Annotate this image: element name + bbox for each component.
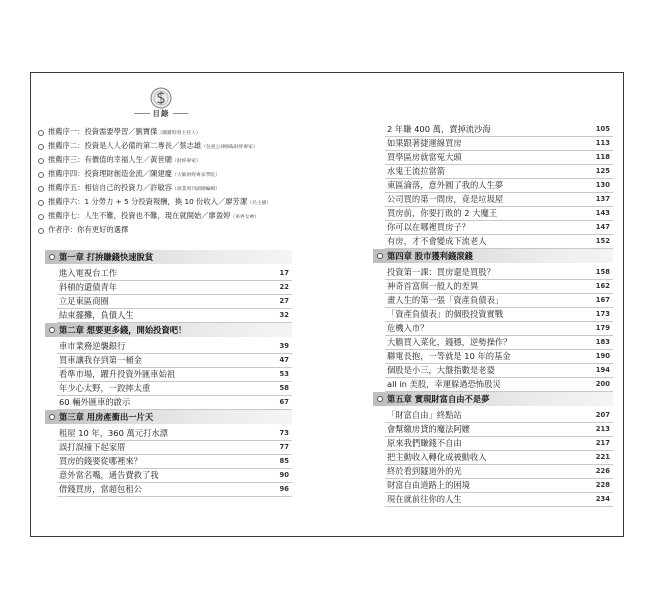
toc-entry-title: 斜槓的還債青年 bbox=[59, 282, 118, 292]
toc-entry-page: 130 bbox=[595, 181, 610, 189]
toc-entry-title: 投資第一課：買房還是買股？ bbox=[387, 267, 495, 277]
toc-entry-page: 118 bbox=[595, 153, 610, 161]
toc-entry-title: 大膽買入菜化，錢穩，逆勢操作？ bbox=[387, 337, 512, 347]
toc-entry-title: 車市業務逆襲銀行 bbox=[59, 341, 126, 351]
preface-title: 作者序：你有更好的選擇 bbox=[48, 225, 129, 234]
toc-entry-title: 60 輛外匯車的啟示 bbox=[59, 397, 131, 407]
chapter-title: 第五章 實現財富自由不是夢 bbox=[387, 394, 490, 404]
chapter-entries bbox=[45, 340, 292, 410]
chapter-title: 第二章 想要更多錢，開始投資吧！ bbox=[59, 325, 187, 335]
title-rule-right bbox=[173, 113, 189, 114]
toc-entry-title: 租屋 10 年，360 萬元打水漂 bbox=[59, 428, 168, 438]
toc-entry-title: 買學區房就當冤大頭 bbox=[387, 152, 462, 162]
chapter-section bbox=[38, 410, 292, 497]
toc-entry-page: 190 bbox=[595, 352, 610, 360]
circle-bullet-icon bbox=[38, 158, 44, 164]
circle-bullet-icon bbox=[38, 200, 44, 206]
toc-title-block bbox=[134, 108, 188, 119]
toc-entry[interactable] bbox=[385, 207, 613, 221]
preface-entry[interactable] bbox=[38, 153, 292, 167]
toc-entry-page: 47 bbox=[279, 356, 289, 364]
toc-entry-title: 「財富自由」終點站 bbox=[387, 410, 462, 420]
toc-entry-title: 買房前，你要打敗的 2 大魔王 bbox=[387, 208, 498, 218]
title-rule-left bbox=[134, 113, 150, 114]
toc-entry[interactable] bbox=[385, 451, 613, 465]
chapter-section bbox=[373, 249, 613, 392]
toc-entry-page: 173 bbox=[595, 310, 610, 318]
toc-entry[interactable] bbox=[385, 409, 613, 423]
toc-entry[interactable] bbox=[385, 423, 613, 437]
toc-entry-title: 原來我們賺錢不自由 bbox=[387, 438, 462, 448]
toc-entry[interactable] bbox=[57, 382, 292, 396]
toc-entry[interactable] bbox=[385, 350, 613, 364]
toc-entry-page: 32 bbox=[279, 311, 289, 319]
toc-entry-title: all in 美股，幸運躲過恐怖股災 bbox=[387, 379, 501, 389]
toc-entry[interactable] bbox=[385, 364, 613, 378]
toc-entry-title: 意外當名嘴，通告費救了我 bbox=[59, 470, 159, 480]
chapter-section bbox=[38, 250, 292, 323]
preface-author-note: （名主播） bbox=[247, 201, 272, 206]
toc-entry[interactable] bbox=[57, 455, 292, 469]
preface-entry[interactable] bbox=[38, 139, 292, 153]
toc-entry[interactable] bbox=[385, 465, 613, 479]
toc-entry-page: 162 bbox=[595, 282, 610, 290]
toc-entry-page: 179 bbox=[595, 324, 610, 332]
toc-entry-page: 167 bbox=[595, 296, 610, 304]
toc-entry-page: 152 bbox=[595, 237, 610, 245]
toc-entry-title: 水鬼王流拉當箭 bbox=[387, 166, 446, 176]
preface-title: 推薦序六：1 分勞力 + 5 分投資報酬，換 10 份收入／廖芳潔 bbox=[48, 197, 248, 206]
circle-bullet-icon bbox=[38, 214, 44, 220]
toc-entry-page: 228 bbox=[595, 481, 610, 489]
left-column bbox=[38, 125, 292, 497]
toc-entry-title: 結束擺攤，負債人生 bbox=[59, 310, 134, 320]
toc-entry-page: 73 bbox=[279, 429, 289, 437]
toc-entry-title: 神奇首富與一般人的差異 bbox=[387, 281, 479, 291]
toc-entry-title: 年少心太野，一跤摔太重 bbox=[59, 383, 151, 393]
toc-entry[interactable] bbox=[57, 469, 292, 483]
toc-entry[interactable] bbox=[385, 479, 613, 493]
toc-entry-page: 22 bbox=[279, 283, 289, 291]
toc-entry-title: 危機入市？ bbox=[387, 323, 429, 333]
toc-entry-title: 看準市場，躍升投資外匯車始祖 bbox=[59, 369, 176, 379]
toc-entry-page: 221 bbox=[595, 453, 610, 461]
toc-entry[interactable] bbox=[385, 280, 613, 294]
toc-entry-page: 58 bbox=[279, 384, 289, 392]
chapter-title: 第三章 用房產衝出一片天 bbox=[59, 412, 154, 422]
chapter-title: 第一章 打拚賺錢快速脫貧 bbox=[59, 252, 154, 262]
toc-entry-title: 公司買的第一間房，竟是垃圾屋 bbox=[387, 194, 504, 204]
toc-entry-page: 17 bbox=[279, 269, 289, 277]
toc-entry-page: 183 bbox=[595, 338, 610, 346]
preface-title: 推薦序四：投資理財創造金流／陳建慶 bbox=[48, 169, 173, 178]
chapter-heading bbox=[373, 249, 613, 263]
toc-entry-page: 200 bbox=[595, 380, 610, 388]
toc-entry[interactable] bbox=[57, 309, 292, 323]
preface-entry[interactable] bbox=[38, 167, 292, 181]
chapter-heading bbox=[373, 392, 613, 406]
toc-entry-title: 聯電長抱，一等就是 10 年的基金 bbox=[387, 351, 511, 361]
chapter-bullet-icon bbox=[377, 253, 383, 259]
preface-entry[interactable] bbox=[38, 125, 292, 139]
toc-entry[interactable] bbox=[385, 193, 613, 207]
toc-entry[interactable] bbox=[385, 165, 613, 179]
toc-entry[interactable] bbox=[385, 151, 613, 165]
toc-entry-page: 67 bbox=[279, 398, 289, 406]
toc-entry-title: 「資產負債表」的個股投資實戰 bbox=[387, 309, 504, 319]
toc-entry-page: 147 bbox=[595, 223, 610, 231]
toc-entry-page: 39 bbox=[279, 342, 289, 350]
preface-author-note: （大師財經專家學院） bbox=[172, 173, 221, 178]
preface-author-note: （商業周刊副總編輯） bbox=[172, 187, 221, 192]
chapter-entries bbox=[45, 427, 292, 497]
toc-entry[interactable] bbox=[57, 483, 292, 497]
preface-author-note: （車界女神） bbox=[230, 215, 260, 220]
toc-entry[interactable] bbox=[385, 235, 613, 249]
toc-entry-title: 2 年賺 400 萬，賣掉流沙海 bbox=[387, 124, 491, 134]
toc-entry[interactable] bbox=[57, 354, 292, 368]
toc-entry-page: 53 bbox=[279, 370, 289, 378]
preface-author-note: （關鍵時刻主持人） bbox=[157, 131, 201, 136]
toc-entry-page: 213 bbox=[595, 425, 610, 433]
toc-entry-page: 158 bbox=[595, 268, 610, 276]
toc-entry-title: 買車讓我存到第一桶金 bbox=[59, 355, 142, 365]
toc-entry-page: 96 bbox=[279, 485, 289, 493]
toc-entry[interactable] bbox=[385, 123, 613, 137]
chapter-entries bbox=[373, 409, 613, 507]
toc-entry[interactable] bbox=[57, 427, 292, 441]
toc-entry-page: 125 bbox=[595, 167, 610, 175]
toc-entry-page: 143 bbox=[595, 209, 610, 217]
toc-entry-page: 90 bbox=[279, 471, 289, 479]
preface-entry[interactable] bbox=[38, 195, 292, 209]
preface-title: 推薦序一：投資需要學習／劉寶傑 bbox=[48, 127, 158, 136]
toc-emblem-icon bbox=[146, 86, 176, 110]
chapter-entries bbox=[45, 267, 292, 323]
toc-entry-title: 誤打誤撞下起家厝 bbox=[59, 442, 126, 452]
circle-bullet-icon bbox=[38, 228, 44, 234]
toc-entry-title: 借錢買房，當超包租公 bbox=[59, 484, 142, 494]
preface-author-note: （包租公律師&財經專家） bbox=[201, 145, 258, 150]
chapter-bullet-icon bbox=[49, 414, 55, 420]
preface-author-note: （財經專家） bbox=[172, 159, 201, 164]
toc-entry[interactable] bbox=[385, 437, 613, 451]
preface-entry[interactable] bbox=[38, 181, 292, 195]
toc-entry[interactable] bbox=[57, 441, 292, 455]
chapter-heading bbox=[45, 250, 292, 264]
toc-entry-page: 105 bbox=[595, 125, 610, 133]
toc-entry-page: 217 bbox=[595, 439, 610, 447]
toc-entry-title: 財富自由道路上的困境 bbox=[387, 480, 470, 490]
preface-title: 推薦序七：人生不難，投資也不難，現在就開始／廖盈婷 bbox=[48, 211, 231, 220]
preface-title: 推薦序五：相信自己的投資力／許敏容 bbox=[48, 183, 173, 192]
toc-entry-page: 194 bbox=[595, 366, 610, 374]
toc-entry-title: 會幫繳房貸的魔法阿嬤 bbox=[387, 424, 470, 434]
chapter-title: 第四章 股市獲利錢滾錢 bbox=[387, 251, 473, 261]
preface-entry[interactable] bbox=[38, 223, 292, 237]
circle-bullet-icon bbox=[38, 172, 44, 178]
toc-entry[interactable] bbox=[385, 493, 613, 507]
toc-entry-title: 終於看到隧道外的光 bbox=[387, 466, 462, 476]
toc-entry-page: 27 bbox=[279, 297, 289, 305]
toc-entry[interactable] bbox=[385, 308, 613, 322]
toc-entry-page: 113 bbox=[595, 139, 610, 147]
right-column bbox=[373, 123, 613, 507]
toc-entry-title: 畫人生的第一張「資產負債表」 bbox=[387, 295, 504, 305]
chapter-section bbox=[373, 392, 613, 507]
toc-entry-title: 你可以在哪裡買房子？ bbox=[387, 222, 470, 232]
toc-entry[interactable] bbox=[57, 281, 292, 295]
preface-entry[interactable] bbox=[38, 209, 292, 223]
toc-entry-page: 85 bbox=[279, 457, 289, 465]
toc-entry-title: 立足東區商圈 bbox=[59, 296, 109, 306]
chapter-bullet-icon bbox=[377, 396, 383, 402]
toc-entry-title: 東區淪落，意外圓了我的人生夢 bbox=[387, 180, 504, 190]
circle-bullet-icon bbox=[38, 186, 44, 192]
toc-entry-title: 買房的錢要從哪裡來？ bbox=[59, 456, 142, 466]
toc-entry-page: 226 bbox=[595, 467, 610, 475]
toc-entry-title: 如果跟著捷運線買房 bbox=[387, 138, 462, 148]
toc-entry[interactable] bbox=[385, 179, 613, 193]
toc-title: 目錄 bbox=[152, 109, 170, 118]
toc-entry-title: 個股是小三，大盤指數是老婆 bbox=[387, 365, 495, 375]
toc-entry[interactable] bbox=[385, 322, 613, 336]
preface-title: 推薦序二：投資是人人必備的第二專長／蔡志雄 bbox=[48, 141, 202, 150]
chapter-section bbox=[38, 323, 292, 410]
continued-entries bbox=[373, 123, 613, 249]
circle-bullet-icon bbox=[38, 130, 44, 136]
chapter-bullet-icon bbox=[49, 327, 55, 333]
toc-entry[interactable] bbox=[57, 368, 292, 382]
preface-title: 推薦序三：有價值的幸福人生／黃世聰 bbox=[48, 155, 173, 164]
toc-entry-page: 137 bbox=[595, 195, 610, 203]
toc-entry-title: 進入電視台工作 bbox=[59, 268, 118, 278]
toc-entry[interactable] bbox=[385, 221, 613, 235]
toc-entry-page: 77 bbox=[279, 443, 289, 451]
toc-entry-title: 把主動收入轉化成被動收入 bbox=[387, 452, 487, 462]
toc-entry[interactable] bbox=[385, 336, 613, 350]
toc-entry[interactable] bbox=[57, 267, 292, 281]
chapter-entries bbox=[373, 266, 613, 392]
toc-entry-title: 現在就前往你的人生 bbox=[387, 494, 462, 504]
toc-entry[interactable] bbox=[385, 294, 613, 308]
toc-entry[interactable] bbox=[385, 378, 613, 392]
toc-entry-page: 207 bbox=[595, 411, 610, 419]
toc-entry[interactable] bbox=[385, 137, 613, 151]
toc-entry-page: 234 bbox=[595, 495, 610, 503]
chapter-bullet-icon bbox=[49, 254, 55, 260]
circle-bullet-icon bbox=[38, 144, 44, 150]
toc-entry-title: 有房，才不會變成下流老人 bbox=[387, 236, 487, 246]
toc-entry[interactable] bbox=[57, 340, 292, 354]
chapter-heading bbox=[45, 323, 292, 337]
toc-entry[interactable] bbox=[385, 266, 613, 280]
chapter-heading bbox=[45, 410, 292, 424]
toc-entry[interactable] bbox=[57, 295, 292, 309]
toc-entry[interactable] bbox=[57, 396, 292, 410]
